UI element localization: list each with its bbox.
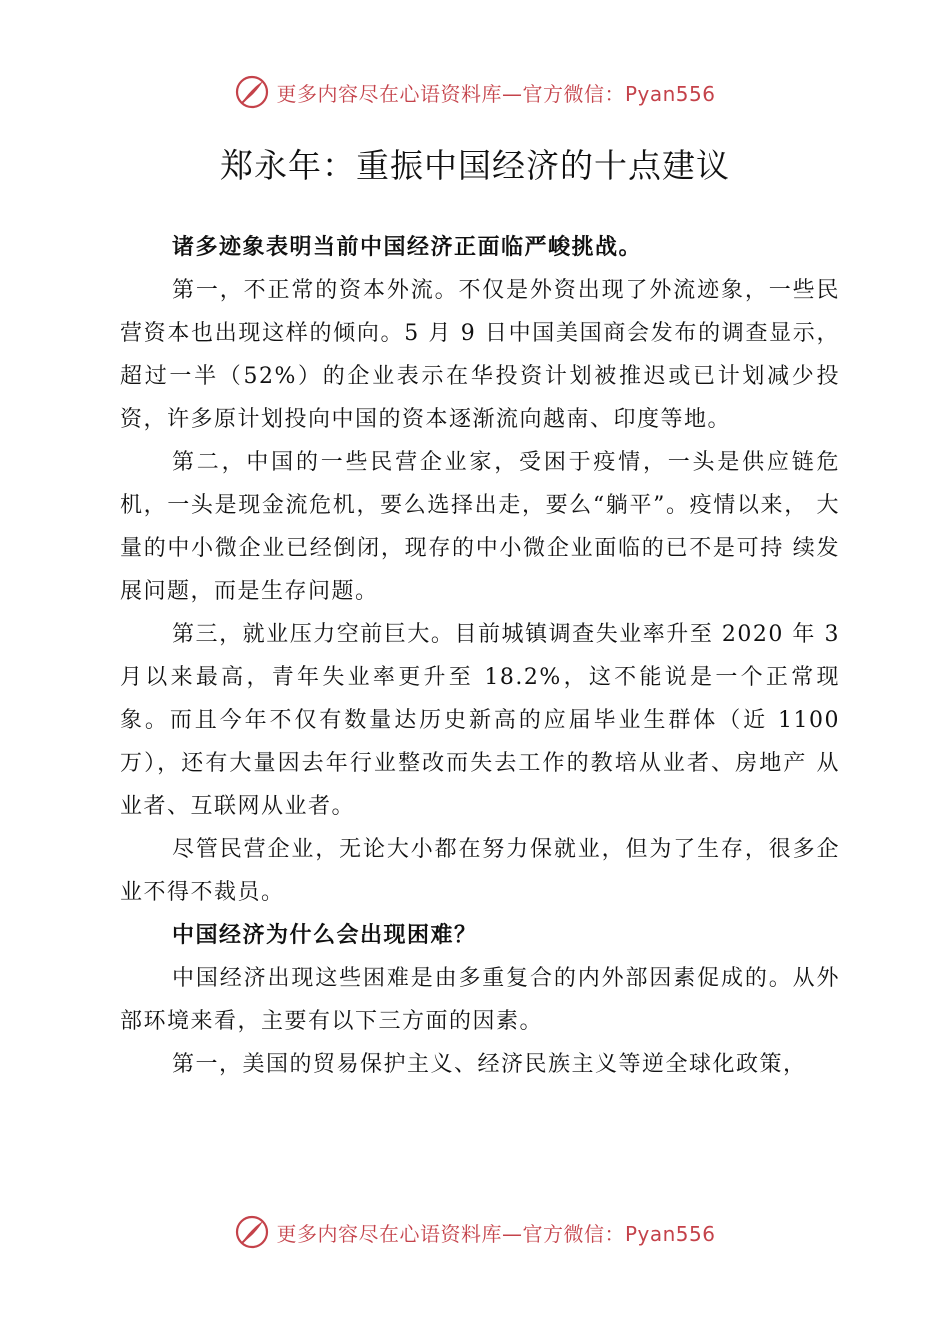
- watermark-text: 更多内容尽在心语资料库—官方微信：Pyan556: [276, 81, 716, 106]
- page-title: 郑永年：重振中国经济的十点建议: [220, 146, 730, 185]
- paragraph: 中国经济出现这些困难是由多重复合的内外部因素促成的。从外部环境来看，主要有以下三方面的因素。: [120, 966, 840, 1034]
- paragraph: 第三，就业压力空前巨大。目前城镇调查失业率升至 2020 年 3 月以来最高，青年失业率更升至 18.2%，这不能说是一个正常现象。而且今年不仅有数量达历史新高的应届毕业生群体（近 1100 万），还有大量因去年行业整改而失去工作的教培从业者、房地产 从业者、互联网从业者。: [120, 622, 840, 819]
- watermark-banner-top: [0, 72, 950, 112]
- quill-pen-logo-icon: [234, 74, 270, 110]
- section-heading: 诸多迹象表明当前中国经济正面临严峻挑战。: [172, 234, 643, 260]
- paragraph: 第一，美国的贸易保护主义、经济民族主义等逆全球化政策，: [172, 1052, 807, 1077]
- paragraph: 尽管民营企业，无论大小都在努力保就业，但为了生存，很多企业不得不裁员。: [120, 837, 840, 905]
- document-body: [120, 226, 840, 1086]
- watermark-banner-bottom: [0, 1212, 950, 1252]
- section-heading: 中国经济为什么会出现困难？: [172, 922, 478, 948]
- watermark-text: 更多内容尽在心语资料库—官方微信：Pyan556: [276, 1221, 716, 1246]
- paragraph: 第一，不正常的资本外流。不仅是外资出现了外流迹象，一些民营资本也出现这样的倾向。5 月 9 日中国美国商会发布的调查显示，超过一半（52%）的企业表示在华投资计划被推迟或已计划减少投资，许多原计划投向中国的资本逐渐流向越南、印度等地。: [120, 278, 840, 432]
- paragraph: 第二，中国的一些民营企业家，受困于疫情，一头是供应链危 机，一头是现金流危机，要么选择出走，要么“躺平”。疫情以来， 大量的中小微企业已经倒闭，现存的中小微企业面临的已不是可持 续发展问题，而是生存问题。: [120, 450, 840, 604]
- quill-pen-logo-icon: [234, 1214, 270, 1250]
